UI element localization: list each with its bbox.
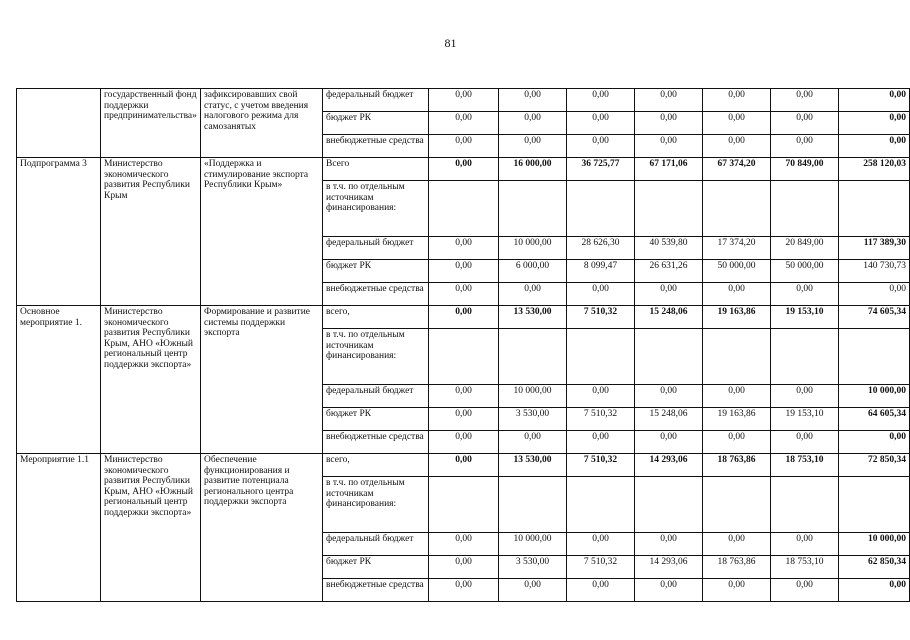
year-value-cell: 15 248,06 (635, 306, 703, 329)
year-value-cell: 0,00 (499, 579, 567, 602)
year-value-cell (635, 329, 703, 385)
year-value-cell: 0,00 (703, 385, 771, 408)
year-value-cell (499, 181, 567, 237)
year-value-cell: 7 510,32 (567, 556, 635, 579)
year-value-cell (635, 477, 703, 533)
year-value-cell: 0,00 (499, 135, 567, 158)
year-value-cell: 10 000,00 (499, 533, 567, 556)
year-value-cell: 0,00 (429, 556, 499, 579)
year-value-cell: 0,00 (429, 385, 499, 408)
year-value-cell: 0,00 (429, 454, 499, 477)
year-value-cell: 16 000,00 (499, 158, 567, 181)
year-value-cell: 40 539,80 (635, 237, 703, 260)
year-value-cell (771, 329, 839, 385)
year-value-cell: 0,00 (567, 283, 635, 306)
year-value-cell: 0,00 (703, 579, 771, 602)
year-value-cell: 7 510,32 (567, 454, 635, 477)
year-value-cell: 0,00 (771, 533, 839, 556)
total-value-cell: 72 850,34 (839, 454, 910, 477)
group-name-cell: «Поддержка и стимулирование экспорта Республики Крым» (201, 158, 323, 306)
total-value-cell: 74 605,34 (839, 306, 910, 329)
year-value-cell: 3 530,00 (499, 556, 567, 579)
year-value-cell: 0,00 (635, 533, 703, 556)
year-value-cell: 0,00 (499, 89, 567, 112)
year-value-cell: 0,00 (635, 135, 703, 158)
year-value-cell: 0,00 (429, 260, 499, 283)
year-value-cell (567, 477, 635, 533)
year-value-cell: 20 849,00 (771, 237, 839, 260)
year-value-cell (429, 181, 499, 237)
year-value-cell: 0,00 (635, 283, 703, 306)
funding-source-cell: внебюджетные средства (323, 431, 429, 454)
year-value-cell: 0,00 (635, 112, 703, 135)
funding-source-cell: бюджет РК (323, 408, 429, 431)
funding-source-cell: федеральный бюджет (323, 533, 429, 556)
funding-source-cell: в т.ч. по отдельным источникам финансирования: (323, 329, 429, 385)
funding-source-cell: внебюджетные средства (323, 283, 429, 306)
year-value-cell: 0,00 (703, 89, 771, 112)
table-row (17, 454, 910, 477)
year-value-cell: 0,00 (703, 283, 771, 306)
funding-source-cell: федеральный бюджет (323, 237, 429, 260)
year-value-cell (703, 477, 771, 533)
total-value-cell: 0,00 (839, 283, 910, 306)
total-value-cell: 0,00 (839, 112, 910, 135)
year-value-cell: 28 626,30 (567, 237, 635, 260)
year-value-cell: 7 510,32 (567, 408, 635, 431)
year-value-cell: 0,00 (771, 135, 839, 158)
year-value-cell: 0,00 (429, 158, 499, 181)
year-value-cell: 0,00 (567, 579, 635, 602)
group-executor-cell: государственный фонд поддержки предпринимательства» (101, 89, 201, 158)
funding-source-cell: бюджет РК (323, 556, 429, 579)
total-value-cell: 258 120,03 (839, 158, 910, 181)
table-row (17, 158, 910, 181)
year-value-cell: 36 725,77 (567, 158, 635, 181)
funding-source-cell: федеральный бюджет (323, 89, 429, 112)
year-value-cell: 67 171,06 (635, 158, 703, 181)
table-row (17, 89, 910, 112)
year-value-cell (703, 181, 771, 237)
year-value-cell: 0,00 (703, 431, 771, 454)
year-value-cell: 0,00 (771, 283, 839, 306)
year-value-cell: 0,00 (567, 431, 635, 454)
year-value-cell: 13 530,00 (499, 306, 567, 329)
year-value-cell: 6 000,00 (499, 260, 567, 283)
group-executor-cell: Министерство экономического развития Республики Крым, АНО «Южный региональный центр поддержки экспорта» (101, 306, 201, 454)
year-value-cell (567, 329, 635, 385)
group-name-cell: зафиксировавших свой статус, с учетом введения налогового режима для самозанятых (201, 89, 323, 158)
total-value-cell: 62 850,34 (839, 556, 910, 579)
year-value-cell: 10 000,00 (499, 385, 567, 408)
total-value-cell: 64 605,34 (839, 408, 910, 431)
year-value-cell: 0,00 (567, 385, 635, 408)
funding-source-cell: бюджет РК (323, 112, 429, 135)
year-value-cell: 10 000,00 (499, 237, 567, 260)
funding-source-cell: федеральный бюджет (323, 385, 429, 408)
total-value-cell: 0,00 (839, 579, 910, 602)
year-value-cell: 26 631,26 (635, 260, 703, 283)
year-value-cell: 0,00 (429, 533, 499, 556)
year-value-cell: 0,00 (771, 89, 839, 112)
year-value-cell: 70 849,00 (771, 158, 839, 181)
year-value-cell: 50 000,00 (771, 260, 839, 283)
year-value-cell: 0,00 (771, 385, 839, 408)
year-value-cell: 0,00 (429, 283, 499, 306)
year-value-cell: 13 530,00 (499, 454, 567, 477)
total-value-cell: 140 730,73 (839, 260, 910, 283)
year-value-cell: 0,00 (429, 408, 499, 431)
year-value-cell: 0,00 (499, 112, 567, 135)
year-value-cell: 0,00 (429, 237, 499, 260)
group-status-cell (17, 89, 101, 158)
page-number: 81 (444, 36, 457, 50)
funding-source-cell: всего, (323, 306, 429, 329)
year-value-cell: 19 153,10 (771, 408, 839, 431)
year-value-cell: 14 293,06 (635, 556, 703, 579)
year-value-cell: 0,00 (429, 135, 499, 158)
year-value-cell: 50 000,00 (703, 260, 771, 283)
year-value-cell: 14 293,06 (635, 454, 703, 477)
year-value-cell: 0,00 (703, 112, 771, 135)
year-value-cell: 0,00 (635, 89, 703, 112)
year-value-cell: 0,00 (635, 431, 703, 454)
total-value-cell: 10 000,00 (839, 385, 910, 408)
funding-source-cell: внебюджетные средства (323, 579, 429, 602)
total-value-cell: 0,00 (839, 135, 910, 158)
year-value-cell: 18 763,86 (703, 454, 771, 477)
year-value-cell: 0,00 (703, 135, 771, 158)
year-value-cell: 18 753,10 (771, 556, 839, 579)
table-row (17, 306, 910, 329)
year-value-cell (703, 329, 771, 385)
group-status-cell: Мероприятие 1.1 (17, 454, 101, 602)
year-value-cell (429, 329, 499, 385)
group-executor-cell: Министерство экономического развития Республики Крым, АНО «Южный региональный центр поддержки экспорта» (101, 454, 201, 602)
funding-source-cell: внебюджетные средства (323, 135, 429, 158)
year-value-cell: 0,00 (429, 579, 499, 602)
year-value-cell: 18 763,86 (703, 556, 771, 579)
year-value-cell: 3 530,00 (499, 408, 567, 431)
year-value-cell: 0,00 (771, 431, 839, 454)
total-value-cell: 0,00 (839, 431, 910, 454)
group-executor-cell: Министерство экономического развития Республики Крым (101, 158, 201, 306)
year-value-cell (771, 181, 839, 237)
year-value-cell: 0,00 (429, 89, 499, 112)
year-value-cell: 15 248,06 (635, 408, 703, 431)
year-value-cell: 19 153,10 (771, 306, 839, 329)
year-value-cell: 0,00 (703, 533, 771, 556)
funding-source-cell: в т.ч. по отдельным источникам финансирования: (323, 181, 429, 237)
year-value-cell (567, 181, 635, 237)
year-value-cell: 0,00 (567, 89, 635, 112)
funding-source-cell: всего, (323, 454, 429, 477)
total-value-cell (839, 477, 910, 533)
year-value-cell: 0,00 (567, 112, 635, 135)
year-value-cell: 0,00 (567, 135, 635, 158)
year-value-cell: 17 374,20 (703, 237, 771, 260)
year-value-cell: 0,00 (499, 283, 567, 306)
funding-source-cell: в т.ч. по отдельным источникам финансирования: (323, 477, 429, 533)
year-value-cell (429, 477, 499, 533)
total-value-cell (839, 181, 910, 237)
total-value-cell: 0,00 (839, 89, 910, 112)
year-value-cell: 19 163,86 (703, 306, 771, 329)
year-value-cell: 18 753,10 (771, 454, 839, 477)
year-value-cell: 8 099,47 (567, 260, 635, 283)
total-value-cell: 117 389,30 (839, 237, 910, 260)
year-value-cell: 0,00 (429, 306, 499, 329)
year-value-cell: 0,00 (771, 112, 839, 135)
year-value-cell (499, 329, 567, 385)
group-status-cell: Основное мероприятие 1. (17, 306, 101, 454)
year-value-cell: 0,00 (429, 112, 499, 135)
year-value-cell: 0,00 (567, 533, 635, 556)
year-value-cell (771, 477, 839, 533)
year-value-cell: 0,00 (429, 431, 499, 454)
group-name-cell: Формирование и развитие системы поддержки экспорта (201, 306, 323, 454)
year-value-cell: 0,00 (635, 385, 703, 408)
funding-source-cell: бюджет РК (323, 260, 429, 283)
budget-table (16, 88, 910, 602)
year-value-cell: 67 374,20 (703, 158, 771, 181)
funding-source-cell: Всего (323, 158, 429, 181)
group-name-cell: Обеспечение функционирования и развитие потенциала регионального центра поддержки экспорта (201, 454, 323, 602)
total-value-cell: 10 000,00 (839, 533, 910, 556)
total-value-cell (839, 329, 910, 385)
year-value-cell (499, 477, 567, 533)
year-value-cell: 19 163,86 (703, 408, 771, 431)
year-value-cell (635, 181, 703, 237)
year-value-cell: 7 510,32 (567, 306, 635, 329)
group-status-cell: Подпрограмма 3 (17, 158, 101, 306)
year-value-cell: 0,00 (499, 431, 567, 454)
year-value-cell: 0,00 (771, 579, 839, 602)
year-value-cell: 0,00 (635, 579, 703, 602)
